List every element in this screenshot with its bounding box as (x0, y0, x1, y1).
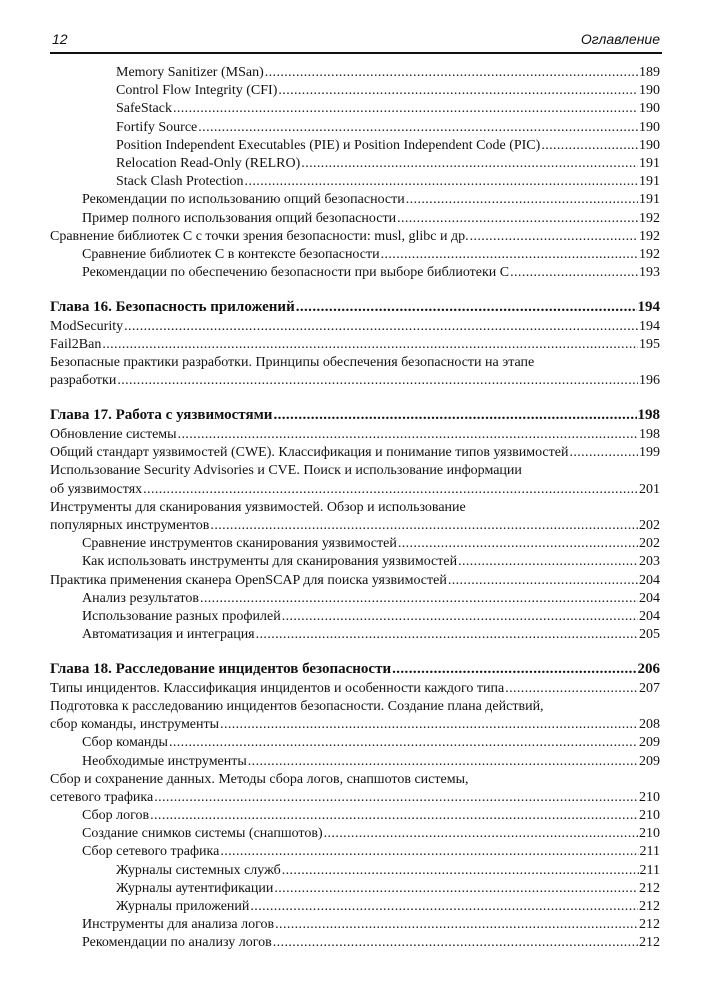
leader-dots (274, 880, 638, 898)
toc-entry[interactable]: SafeStack ..... 190 (50, 100, 660, 118)
leader-dots (397, 210, 638, 228)
toc-entry[interactable]: Инструменты для анализа логов ..... 212 (50, 916, 660, 934)
leader-dots (178, 426, 638, 444)
leader-dots (200, 590, 638, 608)
toc-page-number: 190 (639, 137, 660, 153)
leader-dots (458, 553, 638, 571)
toc-entry[interactable]: Инструменты для сканирования уязвимостей. Обзор и использование популярных инструментов ..... 202 (50, 499, 660, 535)
leader-dots (273, 406, 636, 424)
toc-page-number: 192 (639, 210, 660, 226)
toc-page-number: 210 (639, 826, 660, 842)
leader-dots (406, 191, 638, 209)
leader-dots (210, 517, 638, 535)
toc-entry[interactable]: Как использовать инструменты для сканирования уязвимостей ..... 203 (50, 553, 660, 571)
toc-page-number: 190 (639, 101, 660, 117)
toc-entry[interactable]: Автоматизация и интеграция ..... 205 (50, 626, 660, 644)
toc-entry[interactable]: Сравнение библиотек C в контексте безопасности ..... 192 (50, 246, 660, 264)
toc-entry[interactable]: Типы инцидентов. Классификация инцидентов и особенности каждого типа ..... 207 (50, 680, 660, 698)
toc-entry[interactable]: Журналы приложений ..... 212 (50, 898, 660, 916)
toc-page-number: 202 (639, 517, 660, 533)
leader-dots (278, 82, 638, 100)
toc-page-number: 191 (639, 155, 660, 171)
toc-entry[interactable]: Memory Sanitizer (MSan) ..... 189 (50, 64, 660, 82)
toc-entry[interactable]: Relocation Read-Only (RELRO) ..... 191 (50, 155, 660, 173)
toc-entry[interactable]: Создание снимков системы (снапшотов) ..... 210 (50, 825, 660, 843)
toc-page-number: 212 (639, 880, 660, 896)
toc-chapter-entry[interactable]: Глава 17. Работа с уязвимостями ..... 198 (50, 406, 660, 426)
leader-dots (541, 137, 638, 155)
leader-dots (505, 680, 638, 698)
leader-dots (296, 298, 637, 316)
leader-dots (282, 862, 639, 880)
leader-dots (392, 660, 636, 678)
toc-page-number: 204 (639, 590, 660, 606)
leader-dots (265, 64, 638, 82)
toc-page-number: 202 (639, 536, 660, 552)
toc-entry[interactable]: Position Independent Executables (PIE) и Position Independent Code (PIC) ..... 190 (50, 137, 660, 155)
toc-entry[interactable]: Использование Security Advisories и CVE. Поиск и использование информации об уязвимостях ..... 201 (50, 462, 660, 498)
toc-entry[interactable]: Практика применения сканера OpenSCAP для поиска уязвимостей ..... 204 (50, 572, 660, 590)
toc-entry[interactable]: Сбор и сохранение данных. Методы сбора логов, снапшотов системы, сетевого трафика ..... 210 (50, 771, 660, 807)
leader-dots (282, 608, 638, 626)
leader-dots (173, 100, 638, 118)
leader-dots (273, 934, 638, 952)
page-number: 12 (52, 31, 68, 47)
toc-page-number: 210 (639, 789, 660, 805)
toc-entry[interactable]: Общий стандарт уязвимостей (CWE). Классификация и понимание типов уязвимостей ..... 199 (50, 444, 660, 462)
leader-dots (198, 119, 638, 137)
chapter-gap (50, 282, 660, 298)
toc-page-number: 211 (639, 862, 660, 878)
toc-page-number: 209 (639, 753, 660, 769)
toc-entry[interactable]: Сравнение библиотек C с точки зрения безопасности: musl, glibc и др. ..... 192 (50, 228, 660, 246)
leader-dots (256, 626, 638, 644)
toc-page-number: 210 (639, 808, 660, 824)
toc-entry[interactable]: Журналы системных служб ..... 211 (50, 862, 660, 880)
leader-dots (245, 173, 638, 191)
toc-entry[interactable]: Безопасные практики разработки. Принципы обеспечения безопасности на этапе разработки ..... 196 (50, 354, 660, 390)
toc-entry[interactable]: Fail2Ban ..... 195 (50, 336, 660, 354)
toc-entry[interactable]: Stack Clash Protection ..... 191 (50, 173, 660, 191)
toc-entry[interactable]: Сравнение инструментов сканирования уязвимостей ..... 202 (50, 535, 660, 553)
toc-page-number: 203 (639, 554, 660, 570)
toc-page-number: 206 (637, 660, 660, 677)
leader-dots (150, 807, 638, 825)
chapter-gap (50, 644, 660, 660)
leader-dots (248, 753, 638, 771)
toc-page-number: 191 (639, 192, 660, 208)
toc-chapter-entry[interactable]: Глава 16. Безопасность приложений ..... 194 (50, 298, 660, 318)
toc-page-number: 190 (639, 83, 660, 99)
toc-page-number: 192 (639, 228, 660, 244)
leader-dots (301, 155, 638, 173)
toc-page-number: 208 (639, 717, 660, 733)
toc-entry[interactable]: Использование разных профилей ..... 204 (50, 608, 660, 626)
leader-dots (398, 535, 638, 553)
toc-page-number: 204 (639, 572, 660, 588)
leader-dots (569, 444, 638, 462)
leader-dots (169, 734, 638, 752)
toc-page-number: 193 (639, 265, 660, 281)
toc-entry[interactable]: Fortify Source ..... 190 (50, 119, 660, 137)
leader-dots (250, 898, 638, 916)
toc-page-number: 198 (639, 427, 660, 442)
toc-entry[interactable]: Анализ результатов ..... 204 (50, 590, 660, 608)
leader-dots (510, 264, 638, 282)
toc-entry[interactable]: Журналы аутентификации ..... 212 (50, 880, 660, 898)
toc-page-number: 190 (639, 119, 660, 135)
toc-page-number: 212 (639, 917, 660, 933)
toc-page-number: 189 (639, 65, 660, 80)
toc-page-number: 201 (639, 481, 660, 497)
toc-page-number: 196 (639, 373, 660, 389)
toc-entry[interactable]: Рекомендации по использованию опций безопасности ..... 191 (50, 191, 660, 209)
toc-entry[interactable]: Рекомендации по обеспечению безопасности при выборе библиотеки C ..... 193 (50, 264, 660, 282)
leader-dots (102, 336, 638, 354)
table-of-contents (50, 64, 660, 953)
toc-page-number: 209 (639, 735, 660, 751)
toc-page-number: 194 (637, 298, 660, 315)
toc-page-number: 205 (639, 627, 660, 643)
toc-page-number: 191 (639, 174, 660, 190)
leader-dots (220, 716, 638, 734)
toc-entry[interactable]: Сбор сетевого трафика ..... 211 (50, 843, 660, 861)
toc-chapter-entry[interactable]: Глава 18. Расследование инцидентов безопасности ..... 206 (50, 660, 660, 680)
toc-page-number: 212 (639, 935, 660, 951)
toc-entry[interactable]: Control Flow Integrity (CFI) ..... 190 (50, 82, 660, 100)
leader-dots (220, 843, 638, 861)
leader-dots (381, 246, 638, 264)
toc-page-number: 194 (639, 318, 660, 334)
chapter-gap (50, 391, 660, 407)
toc-page-number: 199 (639, 445, 660, 461)
leader-dots (470, 228, 638, 246)
leader-dots (324, 825, 638, 843)
toc-page-number: 207 (639, 680, 660, 696)
toc-entry[interactable]: Подготовка к расследованию инцидентов безопасности. Создание плана действий, сбор команды, инструменты ..... 208 (50, 698, 660, 734)
running-header (50, 31, 660, 51)
running-title: Оглавление (580, 31, 660, 47)
toc-entry[interactable]: Пример полного использования опций безопасности ..... 192 (50, 210, 660, 228)
header-rule (50, 52, 662, 54)
leader-dots (143, 481, 638, 499)
toc-entry[interactable]: Сбор логов ..... 210 (50, 807, 660, 825)
leader-dots (448, 572, 638, 590)
toc-page-number: 192 (639, 246, 660, 262)
leader-dots (275, 916, 638, 934)
toc-entry[interactable]: Необходимые инструменты ..... 209 (50, 753, 660, 771)
toc-page-number: 211 (639, 844, 660, 860)
toc-page-number: 198 (637, 407, 660, 423)
leader-dots (117, 372, 638, 390)
toc-entry[interactable]: ModSecurity ..... 194 (50, 318, 660, 336)
leader-dots (154, 789, 638, 807)
toc-page-number: 195 (639, 336, 660, 352)
toc-entry[interactable]: Обновление системы ..... 198 (50, 426, 660, 444)
toc-entry[interactable]: Сбор команды ..... 209 (50, 734, 660, 752)
toc-page-number: 212 (639, 899, 660, 914)
leader-dots (124, 318, 638, 336)
toc-entry[interactable]: Рекомендации по анализу логов ..... 212 (50, 934, 660, 952)
toc-page-number: 204 (639, 608, 660, 624)
